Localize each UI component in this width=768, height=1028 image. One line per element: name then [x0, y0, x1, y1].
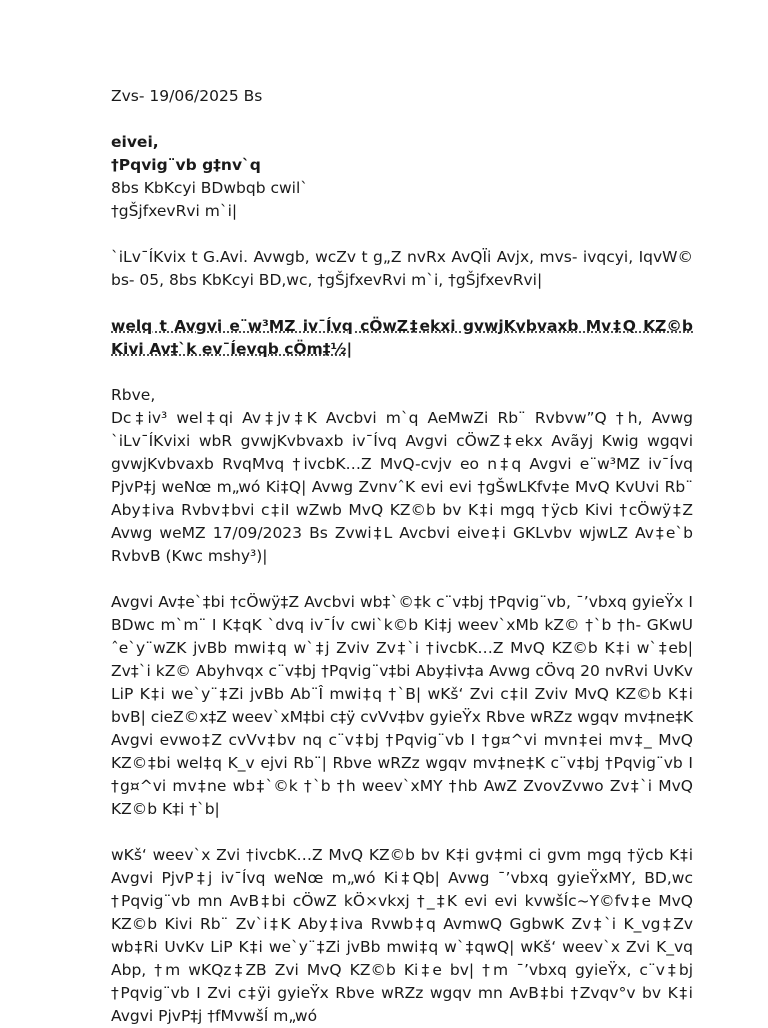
body-paragraph-3: wKš‘ weev`x Zvi †ivcbK…Z MvQ KZ©b bv K‡i gv‡mi ci gvm mgq †ÿcb K‡i Avgvi PjvP‡j iv¯Ívq weNœ m„wó Ki‡Qb| Avwg ¯’vbxq gyieŸxMY, BD,wc †Pqvig¨vb mn AvB‡bi cÖwZ kÖ×vkxj †_‡K evi evi kvwšÍc~Y©fv‡e MvQ KZ©b Kivi Rb¨ Zv`i‡K Aby‡iva Rvwb‡q AvmwQ GgbwK Zv‡`i K_vg‡Zv wb‡Ri UvKv LiP K‡i we`y¨‡Zi jvBb mwi‡q w`‡qwQ| wKš‘ weev`x Zvi K_vq Abp, †m wKQz‡ZB Zvi MvQ KZ©b Ki‡e bv| †m ¯’vbxq gyieŸx, c¨v‡bj †Pqvig¨vb I Zvi c‡ÿi gyieŸx Rbve wRZz wgqv mn AvB‡bi †Zvqv°v bv K‡i Avgvi PjvP‡j †fMvwšÍ m„wó	[111, 846, 693, 1025]
applicant-details: `iLv¯ÍKvix t G.Avi. Avwgb, wcZv t g„Z nvRx AvQÏi Avjx, mvs- ivqcyi, IqvW© bs- 05, 8bs KbKcyi BD,wc, †gŠjfxevRvi m`i, †gŠjfxevRvi|	[111, 248, 693, 289]
body-paragraph-2: Avgvi Av‡e`‡bi †cÖwÿ‡Z Avcbvi wb‡`©‡k c¨v‡bj †Pqvig¨vb, ¯’vbxq gyieŸx I BDwc m`m¨ I K‡qK `dvq iv¯Ív cwi`k©b Ki‡j weev`xMb kZ© †`b †h- GKwU ˆe`y¨wZK jvBb mwi‡q w`‡j Zviv Zv‡`i †ivcbK…Z MvQ KZ©b K‡i w`‡eb| Zv‡`i kZ© Abyhvqx c¨v‡bj †Pqvig¨v‡bi Aby‡iv‡a Avwg cÖvq 20 nvRvi UvKv LiP K‡i we`y¨‡Zi jvBb Ab¨Î mwi‡q †`B| wKš‘ Zvi c‡iI Zviv MvQ KZ©b K‡i bvB| cieZ©x‡Z weev`xM‡bi c‡ÿ cvVv‡bv gyieŸx Rbve wRZz wgqv mv‡ne‡K Avgvi evwo‡Z cvVv‡bv nq c¨v‡bj †Pqvig¨vb I †g¤^vi mvn‡ei mv‡_ MvQ KZ©‡bi wel‡q K_v ejvi Rb¨| Rbve wRZz wgqv mv‡ne‡K c¨v‡bj †Pqvig¨vb I †g¤^vi mv‡ne wb‡`©k †`b †h weev`xMY †hb AwZ ZvovZvwo Zv‡`i MvQ KZ©b K‡i †`b|	[111, 593, 693, 818]
recipient-title: †Pqvig¨vb g‡nv`q	[111, 156, 261, 174]
body-paragraph-1: Dc‡iv³ wel‡qi Av‡jv‡K Avcbvi m`q AeMwZi Rb¨ Rvbvw”Q †h, Avwg `iLv¯ÍKvixi wbR gvwjKvbvaxb iv¯Ívq Avgvi cÖwZ‡ekx Avãyj Kwig wgqvi gvwjKvbvaxb RvqMvq †ivcbK…Z MvQ-cvjv eo n‡q Avgvi e¨w³MZ iv¯Ívq PjvP‡j weNœ m„wó Ki‡Q| Avwg ZvnvˆK evi evi †gŠwLKfv‡e MvQ KvUvi Rb¨ Aby‡iva Rvbv‡bvi c‡iI wZwb MvQ KZ©b bv K‡i mgq †ÿcb Kivi †cÖwÿ‡Z Avwg weMZ 17/09/2023 Bs Zvwi‡L Avcbvi eive‡i GKLvbv wjwLZ Av‡e`b RvbvB (Kwc mshy³)|	[111, 409, 693, 565]
recipient-location: †gŠjfxevRvi m`i|	[111, 202, 238, 220]
recipient-address	[111, 131, 693, 223]
letter-salutation: Rbve,	[111, 386, 156, 404]
recipient-salutation-line: eivei,	[111, 133, 159, 151]
letter-date: Zvs- 19/06/2025 Bs	[111, 87, 263, 105]
letter-subject: welq t Avgvi e¨w³MZ iv¯Ívq cÖwZ‡ekxi gvwjKvbvaxb Mv‡Q KZ©b Kivi Av‡`k ev¯Íevqb cÖm‡½|	[111, 317, 693, 358]
letter-page	[111, 85, 693, 1028]
recipient-office: 8bs KbKcyi BDwbqb cwil`	[111, 179, 309, 197]
